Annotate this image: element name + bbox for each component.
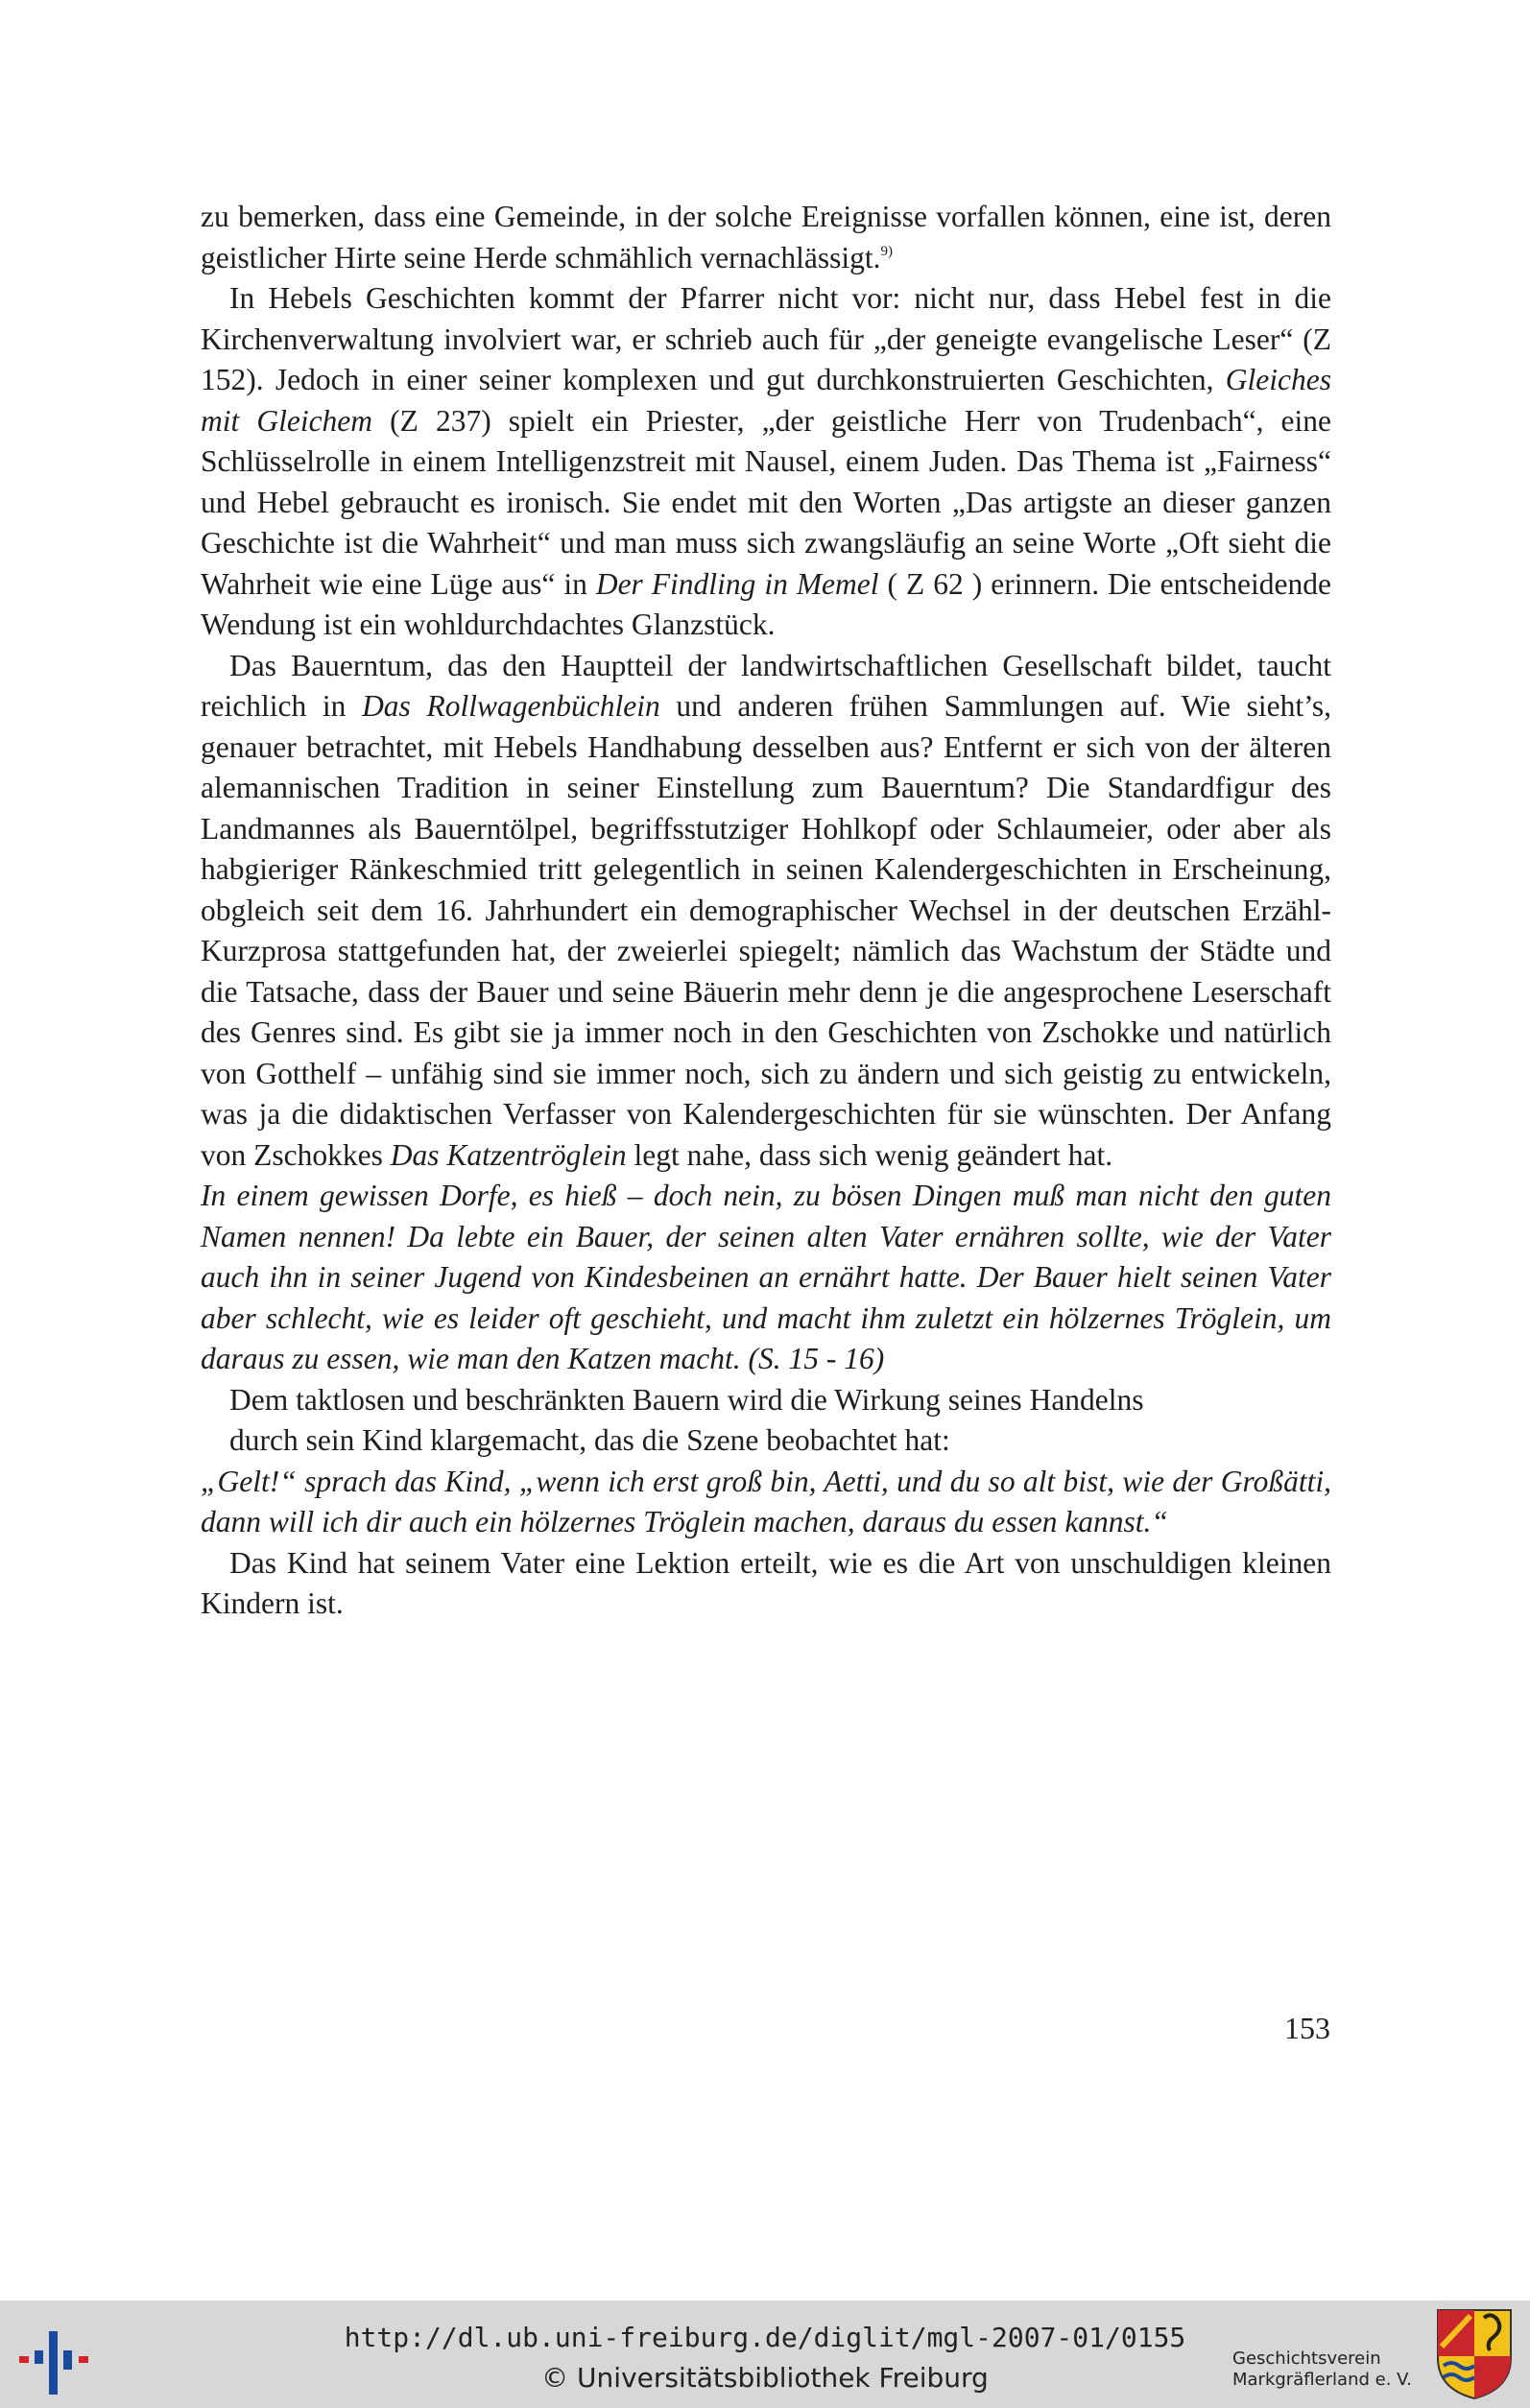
society-line: Markgräflerland e. V. [1232,2370,1412,2390]
paragraph [201,646,1331,1177]
text: legt nahe, dass sich wenig geändert hat. [626,1137,1113,1172]
coat-of-arms-icon [1436,2308,1513,2400]
text: Das Bauerntum, das den Hauptteil der landwirtschaftlichen Gesellschaft bildet, taucht reichlich in [201,648,1331,723]
block-quote: In einem gewissen Dorfe, es hieß – doch nein, zu bösen Dingen muß man nicht den guten Namen nennen! Da lebte ein Bauer, der seinen alten Vater ernähren sollte, wie der Vater auch ihn in seiner Jugend von Kindesbeinen an ernährt hatte. Der Bauer hielt seinen Vater aber schlecht, wie es leider oft geschieht, und macht ihm zuletzt ein hölzernes Tröglein, um daraus zu essen, wie man den Katzen macht. (S. 15 - 16) [201,1179,1331,1375]
title-italic: Gleiches mit Gleichem [201,363,1331,438]
text: (Z 237) spielt ein Priester, „der geistliche Herr von Trudenbach“, eine Schlüsselrolle in einem Intelligenzstreit mit Nausel, einem Juden. Das Thema ist „Fairness“ und Hebel gebraucht es ironisch. Sie endet mit den Worten „Das artigste an dieser ganzen Geschichte ist die Wahrheit“ und man muss sich zwangsläufig an seine Worte „Oft sieht die Wahrheit wie eine Lüge aus“ in [201,403,1331,601]
paragraph [201,197,1331,278]
text-line: Dem taktlosen und beschränkten Bauern wird die Wirkung seines Handelns [229,1382,1144,1417]
title-italic: Das Katzentröglein [390,1137,627,1172]
page-number: 153 [1284,2011,1330,2045]
copyright-text: © Universitätsbibliothek Freiburg [541,2362,989,2394]
paragraph [201,278,1331,646]
title-italic: Das Rollwagenbüchlein [362,689,660,723]
text: und anderen frühen Sammlungen auf. Wie sieht’s, genauer betrachtet, mit Hebels Handhabung desselben aus? Entfernt er sich von der älteren alemannischen Tradition in seiner Einstellung zum Bauerntum? Die Standardfigur des Landmannes als Bauerntölpel, begriffsstutziger Hohlkopf oder Schlaumeier, oder aber als habgieriger Ränkeschmied tritt gelegentlich in seinen Kalendergeschichten in Erscheinung, obgleich seit dem 16. Jahrhundert ein demographischer Wechsel in der deutschen Erzähl-Kurzprosa stattgefunden hat, der zweierlei spiegelt; nämlich das Wachstum der Städte und die Tatsache, dass der Bauer und seine Bäuerin mehr denn je die angesprochene Leserschaft des Genres sind. Es gibt sie ja immer noch in den Geschichten von Zschokke und natürlich von Gotthelf – unfähig sind sie immer noch, sich zu ändern und sich geistig zu entwickeln, was ja die didaktischen Verfasser von Kalendergeschichten für sie wünschten. Der Anfang von Zschokkes [201,689,1331,1172]
text: zu bemerken, dass eine Gemeinde, in der solche Ereignisse vorfallen können, eine ist, deren geistlicher Hirte seine Herde schmählich vernachlässigt. [201,200,1331,274]
text-line: durch sein Kind klargemacht, das die Szene beobachtet hat: [229,1423,950,1457]
block-quote: „Gelt!“ sprach das Kind, „wenn ich erst groß bin, Aetti, und du so alt bist, wie der Großätti, dann will ich dir auch ein hölzernes Tröglein machen, daraus du essen kannst.“ [201,1464,1331,1538]
society-name [1232,2348,1412,2391]
title-italic: Der Findling in Memel [595,566,879,601]
paragraph: Das Kind hat seinem Vater eine Lektion erteilt, wie es die Art von unschuldigen kleinen Kindern ist. [201,1545,1331,1620]
permalink-url[interactable]: http://dl.ub.uni-freiburg.de/diglit/mgl-2007-01/0155 [344,2322,1186,2353]
footer-bar [0,2301,1530,2408]
page-body [201,197,1331,1625]
paragraph [229,1380,1331,1462]
text: ( Z 62 ) erinnern. Die entscheidende Wendung ist ein wohldurchdachtes Glanzstück. [201,566,1331,641]
footnote-marker: 9) [880,243,893,259]
text: In Hebels Geschichten kommt der Pfarrer nicht vor: nicht nur, dass Hebel fest in die Kirchenverwaltung involviert war, er schrieb auch für „der geneigte evangelische Leser“ (Z 152). Jedoch in einer seiner komplexen und gut durchkonstruierten Geschichten, [201,281,1331,396]
society-line: Geschichtsverein [1232,2348,1381,2369]
